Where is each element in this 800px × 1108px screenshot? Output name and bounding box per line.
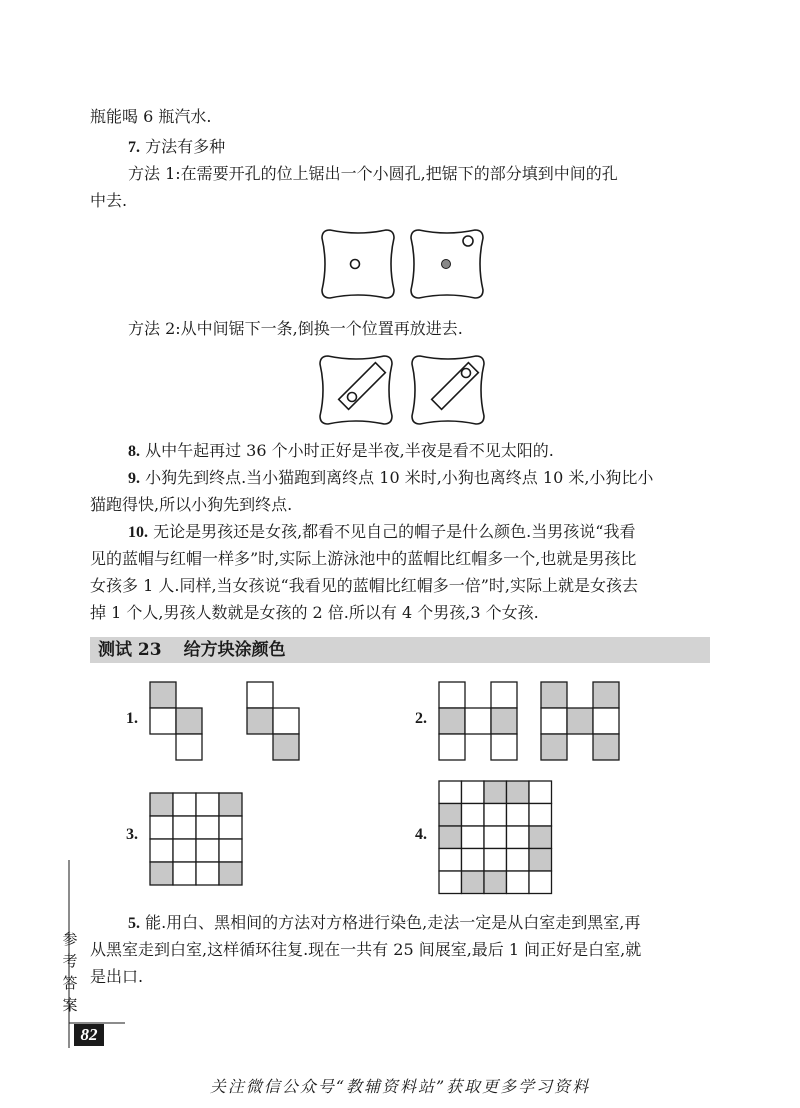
text-line: 猫跑得快,所以小狗先到终点. xyxy=(90,495,293,514)
grid-cell xyxy=(196,839,219,862)
item-7: 7. 方法有多种 xyxy=(128,137,226,156)
grid-cell-shaded xyxy=(176,708,202,734)
footer-note: 关注微信公众号“教辅资料站”获取更多学习资料 xyxy=(209,1077,591,1096)
cut-strip xyxy=(339,363,386,410)
grid-cell xyxy=(491,682,517,708)
grid-cell xyxy=(150,708,176,734)
question-label: 2. xyxy=(415,710,427,727)
item-9: 9. 小狗先到终点.当小猫跑到离终点 10 米时,小狗也离终点 10 米,小狗比小 xyxy=(128,468,654,487)
section-title: 测试 23 给方块涂颜色 xyxy=(98,640,286,660)
grid-cell xyxy=(247,682,273,708)
grid-cell xyxy=(196,793,219,816)
grid-cell xyxy=(273,708,299,734)
text-line: 见的蓝帽与红帽一样多”时,实际上游泳池中的蓝帽比红帽多一个,也就是男孩比 xyxy=(90,549,637,568)
grid-cell-shaded xyxy=(593,734,619,760)
grid-cell xyxy=(465,708,491,734)
text-line: 女孩多 1 人.同样,当女孩说“我看见的蓝帽比红帽多一倍”时,实际上就是女孩去 xyxy=(90,576,638,595)
grid-cell-shaded xyxy=(491,708,517,734)
grid-cell xyxy=(173,793,196,816)
page-number: 82 xyxy=(74,1024,104,1046)
item-8: 8. 从中午起再过 36 个小时正好是半夜,半夜是看不见太阳的. xyxy=(128,441,554,460)
grid-cell-shaded xyxy=(439,708,465,734)
section-header xyxy=(90,637,710,663)
grid-cell xyxy=(491,734,517,760)
text-line: 瓶能喝 6 瓶汽水. xyxy=(90,107,212,126)
grid-cell-shaded xyxy=(219,793,242,816)
text-line: 从黑室走到白室,这样循环往复.现在一共有 25 间展室,最后 1 间正好是白室,就 xyxy=(90,940,642,959)
grid-cell xyxy=(541,708,567,734)
grid-cell-shaded xyxy=(273,734,299,760)
text-line: 方法 2:从中间锯下一条,倒换一个位置再放进去. xyxy=(128,319,463,338)
side-label: 参 考 答 案 xyxy=(62,930,78,1014)
small-hole xyxy=(351,260,360,269)
grid-cell-shaded xyxy=(541,734,567,760)
method2-diagram xyxy=(0,350,800,430)
small-hole xyxy=(463,236,473,246)
text-line: 掉 1 个人,男孩人数就是女孩的 2 倍.所以有 4 个男孩,3 个女孩. xyxy=(90,603,539,622)
text-line: 方法 1:在需要开孔的位上锯出一个小圆孔,把锯下的部分填到中间的孔 xyxy=(128,164,618,183)
grid-cell xyxy=(593,708,619,734)
grid-cell xyxy=(196,816,219,839)
item-10: 10. 无论是男孩还是女孩,都看不见自己的帽子是什么颜色.当男孩说“我看 xyxy=(128,522,636,541)
grid-cell xyxy=(150,816,173,839)
grid-cell-shaded xyxy=(150,682,176,708)
grid-cell xyxy=(173,816,196,839)
question-label: 3. xyxy=(126,826,138,843)
grid-cell-shaded xyxy=(150,793,173,816)
cut-strip xyxy=(432,363,479,410)
grid-cell-shaded xyxy=(567,708,593,734)
grid-cell-shaded xyxy=(593,682,619,708)
grid-cell xyxy=(439,682,465,708)
grid-cell xyxy=(439,734,465,760)
filled-hole xyxy=(442,260,451,269)
grid-cell xyxy=(150,839,173,862)
grid-cell-shaded xyxy=(541,682,567,708)
grid-cell xyxy=(219,816,242,839)
text-line: 是出口. xyxy=(90,967,144,986)
grid-cell-shaded xyxy=(247,708,273,734)
item-5: 5. 能.用白、黑相间的方法对方格进行染色,走法一定是从白室走到黑室,再 xyxy=(128,913,641,932)
margin-rules xyxy=(0,860,800,1060)
grid-cell xyxy=(173,839,196,862)
text-line: 中去. xyxy=(90,191,128,210)
grid-cell xyxy=(219,839,242,862)
question-label: 4. xyxy=(415,826,427,843)
grid-cell xyxy=(176,734,202,760)
method1-diagram xyxy=(0,224,800,304)
board-shape xyxy=(322,230,394,298)
question-label: 1. xyxy=(126,710,138,727)
